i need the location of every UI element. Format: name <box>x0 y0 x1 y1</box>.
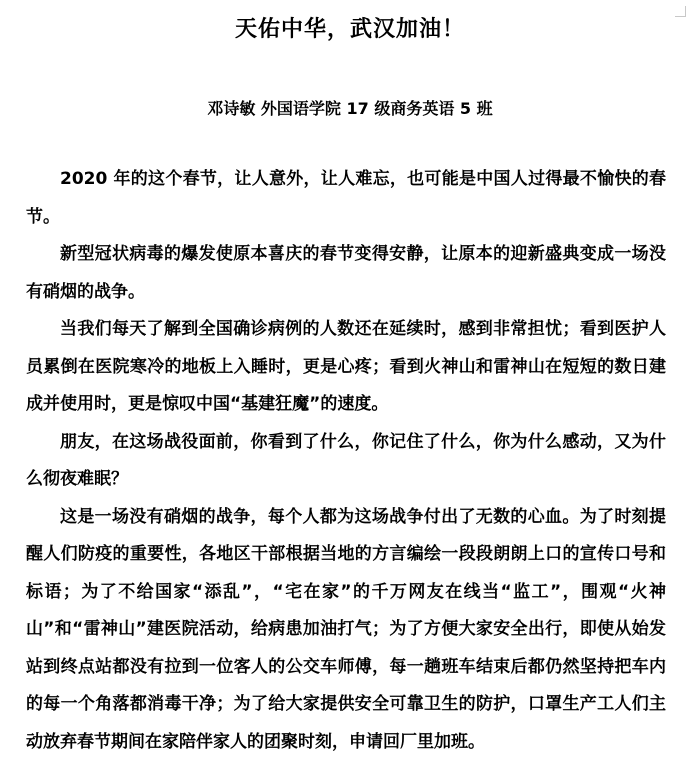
paragraph-3: 当我们每天了解到全国确诊病例的人数还在延续时，感到非常担忧；看到医护人员累倒在医院寒冷的地板上入睡时，更是心疼；看到火神山和雷神山在短短的数日建成并使用时，更是惊叹中国“基建狂魔”的速度。 <box>26 319 666 414</box>
paragraph-2: 新型冠状病毒的爆发使原本喜庆的春节变得安静，让原本的迎新盛典变成一场没有硝烟的战争。 <box>26 244 666 302</box>
paragraph-5: 这是一场没有硝烟的战争，每个人都为这场战争付出了无数的心血。为了时刻提醒人们防疫的重要性，各地区干部根据当地的方言编绘一段段朗朗上口的宣传口号和标语；为了不给国家“添乱”，“宅在家”的千万网友在线当“监工”，围观“火神山”和“雷神山”建医院活动，给病患加油打气；为了方便大家安全出行，即使从始发站到终点站都没有拉到一位客人的公交车师傅，每一趟班车结束后都仍然坚持把车内的每一个角落都消毒干净；为了给大家提供安全可靠卫生的防护，口罩生产工人们主动放弃春节期间在家陪伴家人的团聚时刻，申请回厂里加班。 <box>26 506 666 752</box>
document-title: 天佑中华，武汉加油！ <box>234 17 465 42</box>
author-byline: 邓诗敏 外国语学院 17 级商务英语 5 班 <box>207 99 493 118</box>
document-body <box>26 161 666 761</box>
paragraph-4: 朋友，在这场战役面前，你看到了什么，你记住了什么，你为什么感动，又为什么彻夜难眠？ <box>26 431 666 489</box>
paragraph-1: 2020 年的这个春节，让人意外，让人难忘，也可能是中国人过得最不愉快的春节。 <box>26 169 666 227</box>
